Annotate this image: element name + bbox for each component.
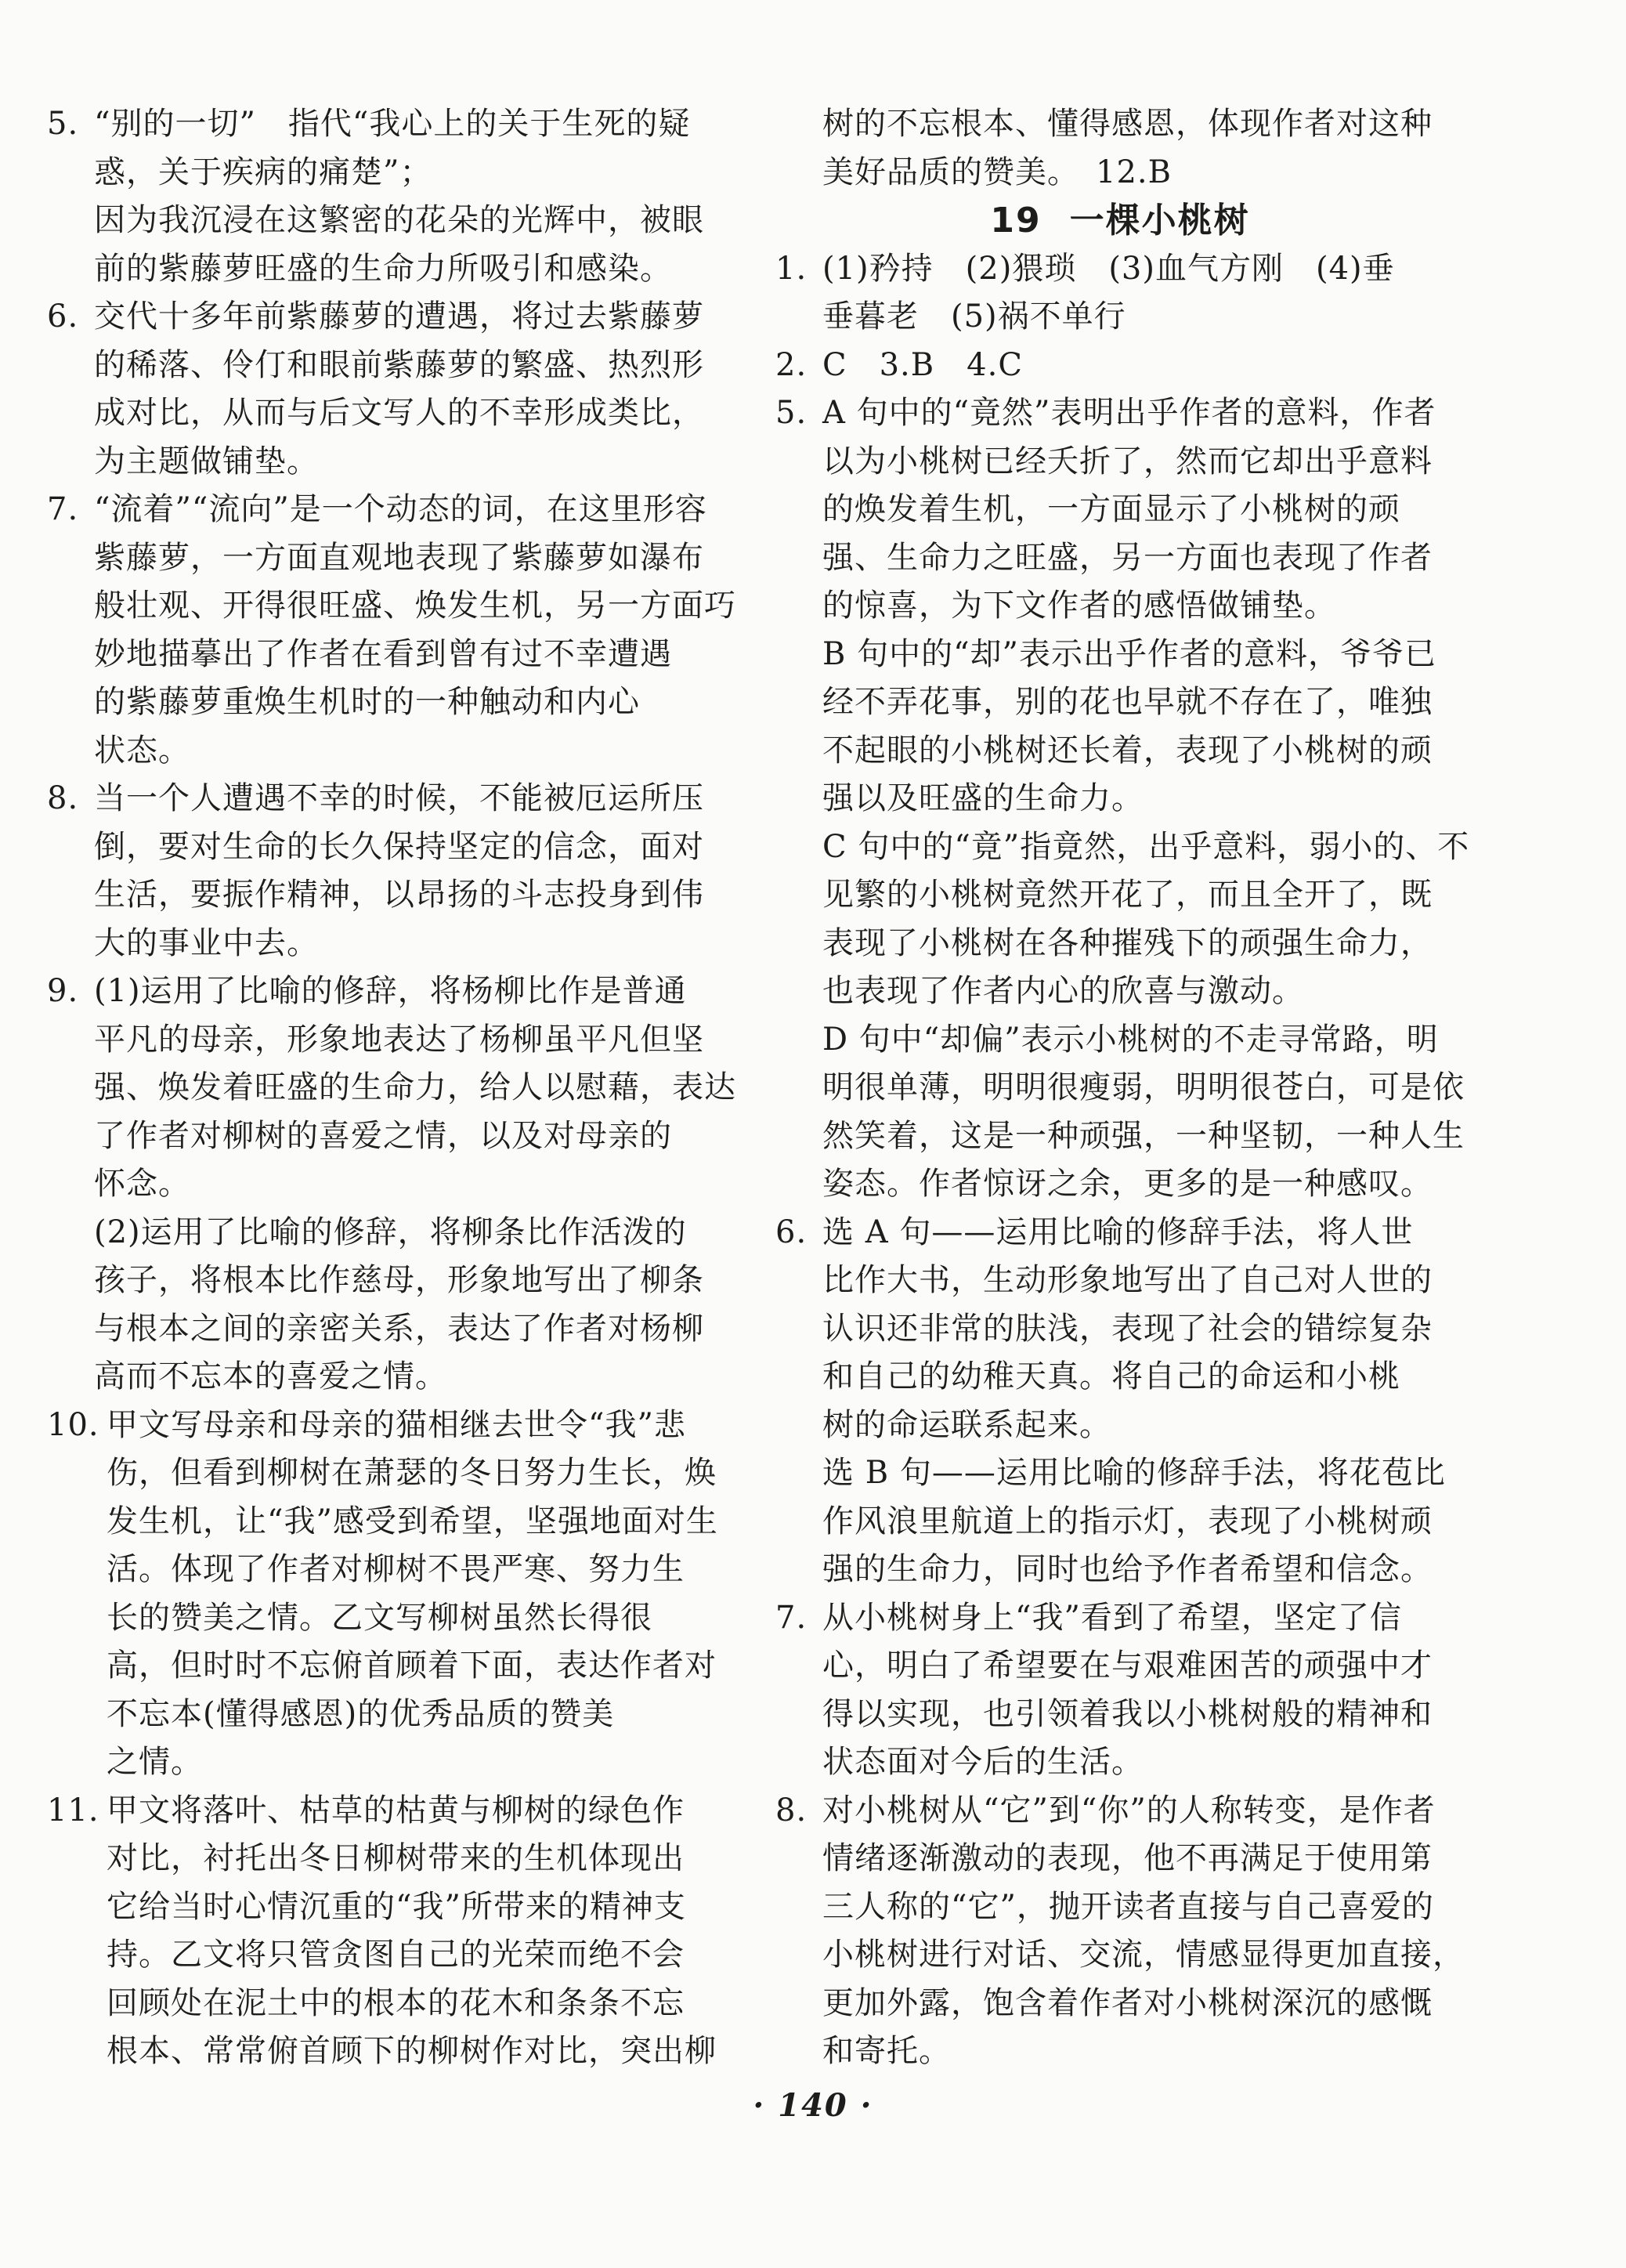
text-line: 的稀落、伶仃和眼前紫藤萝的繁盛、热烈形 (94, 346, 704, 383)
text-line: 因为我沉浸在这繁密的花朵的光辉中，被眼 (94, 202, 704, 238)
text-line: (1)矜持 (2)猥琐 (3)血气方刚 (4)垂 (822, 250, 1395, 287)
answer-number: 11. (47, 1792, 99, 1829)
answer-item (775, 389, 1470, 1209)
text-line: 认识还非常的肤浅，表现了社会的错综复杂 (822, 1310, 1433, 1347)
text-line: 对比，衬托出冬日柳树带来的生机体现出 (107, 1840, 685, 1876)
answer-item (775, 1209, 1446, 1594)
text-line: 的紫藤萝重焕生机时的一种触动和内心 (94, 684, 640, 720)
text-line: 对小桃树从“它”到“你”的人称转变，是作者 (822, 1792, 1436, 1829)
text-line: 之情。 (107, 1744, 203, 1780)
answer-number: 7. (47, 491, 79, 527)
text-line: 选 B 句——运用比喻的修辞手法，将花苞比 (822, 1455, 1446, 1491)
text-line: 表现了小桃树在各种摧残下的顽强生命力， (822, 924, 1433, 961)
text-line: 强的生命力，同时也给予作者希望和信念。 (822, 1551, 1433, 1587)
text-line: “别的一切” 指代“我心上的关于生死的疑 (94, 106, 691, 142)
answer-number: 2. (775, 346, 808, 383)
text-line: 美好品质的赞美。 12.B (822, 154, 1173, 190)
right-column (775, 100, 1470, 2076)
text-line: 甲文将落叶、枯草的枯黄与柳树的绿色作 (107, 1792, 685, 1829)
text-line: 以为小桃树已经夭折了，然而它却出乎意料 (822, 443, 1433, 479)
text-line: 高而不忘本的喜爱之情。 (94, 1358, 447, 1394)
answer-number: 8. (775, 1792, 808, 1829)
text-line: A 句中的“竟然”表明出乎作者的意料，作者 (822, 395, 1436, 431)
text-line: 根本、常常俯首顾下的柳树作对比，突出柳 (107, 2033, 717, 2069)
answer-item (47, 775, 705, 968)
answer-item (775, 342, 1433, 390)
text-line: 不起眼的小桃树还长着，表现了小桃树的顽 (822, 732, 1433, 769)
text-line: 大的事业中去。 (94, 924, 319, 961)
section-number: 19 (990, 201, 1042, 241)
answer-number: 10. (47, 1406, 99, 1443)
text-line: 高，但时时不忘俯首顾着下面，表达作者对 (107, 1648, 717, 1684)
answer-item (47, 486, 736, 775)
text-line: 持。乙文将只管贪图自己的光荣而绝不会 (107, 1937, 685, 1973)
answer-number: 5. (47, 106, 79, 142)
text-line: 见繁的小桃树竟然开花了，而且全开了，既 (822, 877, 1433, 913)
text-line: 与根本之间的亲密关系，表达了作者对杨柳 (94, 1310, 704, 1347)
section-title (775, 197, 1433, 245)
text-line: 和寄托。 (822, 2033, 951, 2069)
continued-answer (775, 100, 1433, 197)
text-line: 强、焕发着旺盛的生命力，给人以慰藉，表达 (94, 1069, 736, 1105)
text-line: 它给当时心情沉重的“我”所带来的精神支 (107, 1888, 686, 1925)
text-line: 怀念。 (94, 1166, 190, 1202)
text-line: 情绪逐渐激动的表现，他不再满足于使用第 (822, 1840, 1433, 1876)
section-answers (775, 245, 1470, 2076)
answer-item (775, 1594, 1433, 1787)
text-line: 强以及旺盛的生命力。 (822, 780, 1144, 816)
text-line: 平凡的母亲，形象地表达了杨柳虽平凡但坚 (94, 1021, 704, 1058)
text-line: 前的紫藤萝旺盛的生命力所吸引和感染。 (94, 250, 672, 287)
text-line: 状态面对今后的生活。 (822, 1744, 1144, 1780)
text-line: 的焕发着生机，一方面显示了小桃树的顽 (822, 491, 1400, 527)
text-line: 强、生命力之旺盛，另一方面也表现了作者 (822, 539, 1433, 576)
answer-item (47, 100, 705, 293)
text-line: 也表现了作者内心的欣喜与激动。 (822, 973, 1304, 1009)
text-line: 甲文写母亲和母亲的猫相继去世令“我”悲 (107, 1406, 686, 1443)
answer-item (775, 1787, 1465, 2076)
text-line: 般壮观、开得很旺盛、焕发生机，另一方面巧 (94, 588, 736, 624)
text-line: 紫藤萝，一方面直观地表现了紫藤萝如瀑布 (94, 539, 704, 576)
text-line: 树的命运联系起来。 (822, 1406, 1111, 1443)
text-line: B 句中的“却”表示出乎作者的意料，爷爷已 (822, 635, 1437, 672)
answer-number: 1. (775, 250, 808, 287)
text-line: 当一个人遭遇不幸的时候，不能被厄运所压 (94, 780, 704, 816)
answer-number: 9. (47, 973, 79, 1009)
text-line: 比作大书，生动形象地写出了自己对人世的 (822, 1262, 1433, 1298)
text-line: 小桃树进行对话、交流，情感显得更加直接， (822, 1937, 1465, 1973)
text-line: 垂暮老 (5)祸不单行 (822, 298, 1126, 335)
text-line: 然笑着，这是一种顽强，一种坚韧，一种人生 (822, 1117, 1465, 1154)
text-line: 交代十多年前紫藤萝的遭遇，将过去紫藤萝 (94, 298, 704, 335)
text-line: 更加外露，饱含着作者对小桃树深沉的感慨 (822, 1984, 1433, 2021)
answer-number: 6. (47, 298, 79, 335)
text-line: 树的不忘根本、懂得感恩，体现作者对这种 (822, 106, 1433, 142)
answer-item (47, 968, 736, 1402)
text-line: 回顾处在泥土中的根本的花木和条条不忘 (107, 1984, 685, 2021)
text-line: 妙地描摹出了作者在看到曾有过不幸遭遇 (94, 635, 672, 672)
text-line: 活。体现了作者对柳树不畏严寒、努力生 (107, 1551, 685, 1587)
answer-item (775, 245, 1433, 342)
text-line: 倒，要对生命的长久保持坚定的信念，面对 (94, 828, 704, 865)
text-line: 为主题做铺垫。 (94, 443, 319, 479)
text-line: 姿态。作者惊讶之余，更多的是一种感叹。 (822, 1166, 1433, 1202)
text-line: 心，明白了希望要在与艰难困苦的顽强中才 (822, 1648, 1433, 1684)
text-line: 选 A 句——运用比喻的修辞手法，将人世 (822, 1214, 1414, 1250)
text-line: (2)运用了比喻的修辞，将柳条比作活泼的 (94, 1214, 687, 1250)
text-line: 的惊喜，为下文作者的感悟做铺垫。 (822, 588, 1336, 624)
text-line: C 3.B 4.C (822, 346, 1023, 383)
text-line: 从小桃树身上“我”看到了希望，坚定了信 (822, 1599, 1402, 1636)
text-line: 发生机，让“我”感受到希望，坚强地面对生 (107, 1503, 718, 1539)
text-line: 明很单薄，明明很瘦弱，明明很苍白，可是依 (822, 1069, 1465, 1105)
answer-item (47, 1402, 718, 1787)
section-title-text: 一棵小桃树 (1069, 201, 1250, 241)
answer-item (47, 293, 705, 486)
text-line: (1)运用了比喻的修辞，将杨柳比作是普通 (94, 973, 687, 1009)
text-line: C 句中的“竟”指竟然，出乎意料，弱小的、不 (822, 828, 1470, 865)
answer-number: 8. (47, 780, 79, 816)
text-line: 和自己的幼稚天真。将自己的命运和小桃 (822, 1358, 1400, 1394)
answer-item (47, 1787, 717, 2076)
text-line: “流着”“流向”是一个动态的词，在这里形容 (94, 491, 707, 527)
text-line: 长的赞美之情。乙文写柳树虽然长得很 (107, 1599, 652, 1636)
answer-number: 6. (775, 1214, 808, 1250)
text-line: 三人称的“它”，抛开读者直接与自己喜爱的 (822, 1888, 1434, 1925)
text-line: 不忘本(懂得感恩)的优秀品质的赞美 (107, 1695, 615, 1732)
text-line: 孩子，将根本比作慈母，形象地写出了柳条 (94, 1262, 704, 1298)
left-column (47, 100, 736, 2076)
answer-number: 7. (775, 1599, 808, 1636)
page-number: · 140 · (753, 2087, 873, 2124)
text-line: D 句中“却偏”表示小桃树的不走寻常路，明 (822, 1021, 1439, 1058)
text-line: 经不弄花事，别的花也早就不存在了，唯独 (822, 684, 1433, 720)
text-line: 成对比，从而与后文写人的不幸形成类比， (94, 395, 704, 431)
text-line: 得以实现，也引领着我以小桃树般的精神和 (822, 1695, 1433, 1732)
text-line: 状态。 (94, 732, 190, 769)
text-line: 作风浪里航道上的指示灯，表现了小桃树顽 (822, 1503, 1433, 1539)
text-line: 惑，关于疾病的痛楚”； (94, 154, 432, 190)
text-line: 生活，要振作精神，以昂扬的斗志投身到伟 (94, 877, 704, 913)
answer-number: 5. (775, 395, 808, 431)
text-line: 伤，但看到柳树在萧瑟的冬日努力生长，焕 (107, 1455, 717, 1491)
text-line: 了作者对柳树的喜爱之情，以及对母亲的 (94, 1117, 672, 1154)
